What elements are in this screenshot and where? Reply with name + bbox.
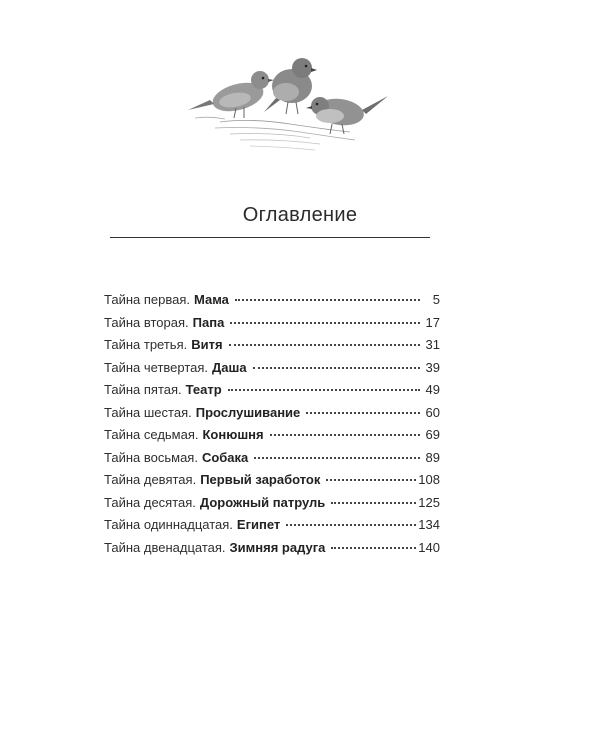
dot-leader [331,547,416,549]
toc-entry[interactable] [104,292,440,315]
toc-entry-title: Конюшня [202,427,264,442]
title-divider [110,237,430,238]
toc-entry-page: 49 [425,382,440,397]
toc-entry-prefix: Тайна десятая. [104,494,196,510]
toc-entry[interactable] [104,472,440,495]
toc-entry-prefix: Тайна восьмая. [104,449,198,465]
dot-leader [331,502,416,504]
toc-entry[interactable] [104,495,440,518]
page-title: Оглавление [242,204,358,226]
dot-leader [254,457,420,459]
dot-leader [286,524,416,526]
sparrows-sketch-icon [180,52,400,162]
toc-entry-title: Зимняя радуга [229,539,326,555]
toc-entry-page: 5 [432,292,440,307]
toc-entry-title: Собака [201,449,249,465]
dot-leader [326,479,416,481]
dot-leader [230,322,420,324]
dot-leader [228,389,420,391]
toc-entry-prefix: Тайна седьмая. [104,427,199,442]
toc-entry-page: 125 [418,494,440,510]
toc-entry-title: Дорожный патруль [199,494,326,510]
toc-entry-prefix: Тайна шестая. [104,404,192,420]
toc-entry-page: 60 [425,404,440,420]
toc-entry-page: 108 [418,472,440,487]
toc-entry-page: 89 [425,449,440,465]
toc-entry[interactable] [104,427,440,450]
toc-entry-page: 17 [425,314,440,330]
toc-entry-prefix: Тайна четвертая. [104,359,209,375]
toc-entry-prefix: Тайна первая. [104,292,191,307]
toc-entry[interactable] [104,405,440,428]
toc-entry-title: Египет [236,517,281,532]
dot-leader [270,434,420,436]
table-of-contents [104,292,440,562]
toc-entry[interactable] [104,540,440,563]
toc-entry-prefix: Тайна вторая. [104,314,189,330]
toc-entry-title: Витя [191,337,223,352]
toc-entry-page: 69 [425,427,440,442]
toc-entry-prefix: Тайна девятая. [104,472,197,487]
toc-entry[interactable] [104,382,440,405]
toc-entry[interactable] [104,360,440,383]
toc-entry[interactable] [104,337,440,360]
toc-entry[interactable] [104,450,440,473]
toc-entry-title: Первый заработок [200,472,321,487]
sparrows-illustration [180,52,400,162]
toc-entry-title: Театр [185,382,222,397]
toc-entry-prefix: Тайна двенадцатая. [104,539,226,555]
toc-entry-prefix: Тайна одиннадцатая. [104,517,233,532]
toc-entry-title: Мама [194,292,229,307]
toc-entry-title: Папа [192,314,225,330]
toc-entry-page: 134 [418,517,440,532]
toc-entry[interactable] [104,315,440,338]
toc-entry-title: Прослушивание [195,404,301,420]
toc-entry-prefix: Тайна пятая. [104,382,182,397]
dot-leader [229,344,420,346]
dot-leader [253,367,420,369]
toc-entry-page: 31 [425,337,440,352]
dot-leader [235,299,420,301]
toc-entry-page: 39 [425,359,440,375]
dot-leader [306,412,420,414]
toc-entry-prefix: Тайна третья. [104,337,188,352]
toc-entry[interactable] [104,517,440,540]
toc-entry-page: 140 [418,539,440,555]
toc-entry-title: Даша [212,359,247,375]
